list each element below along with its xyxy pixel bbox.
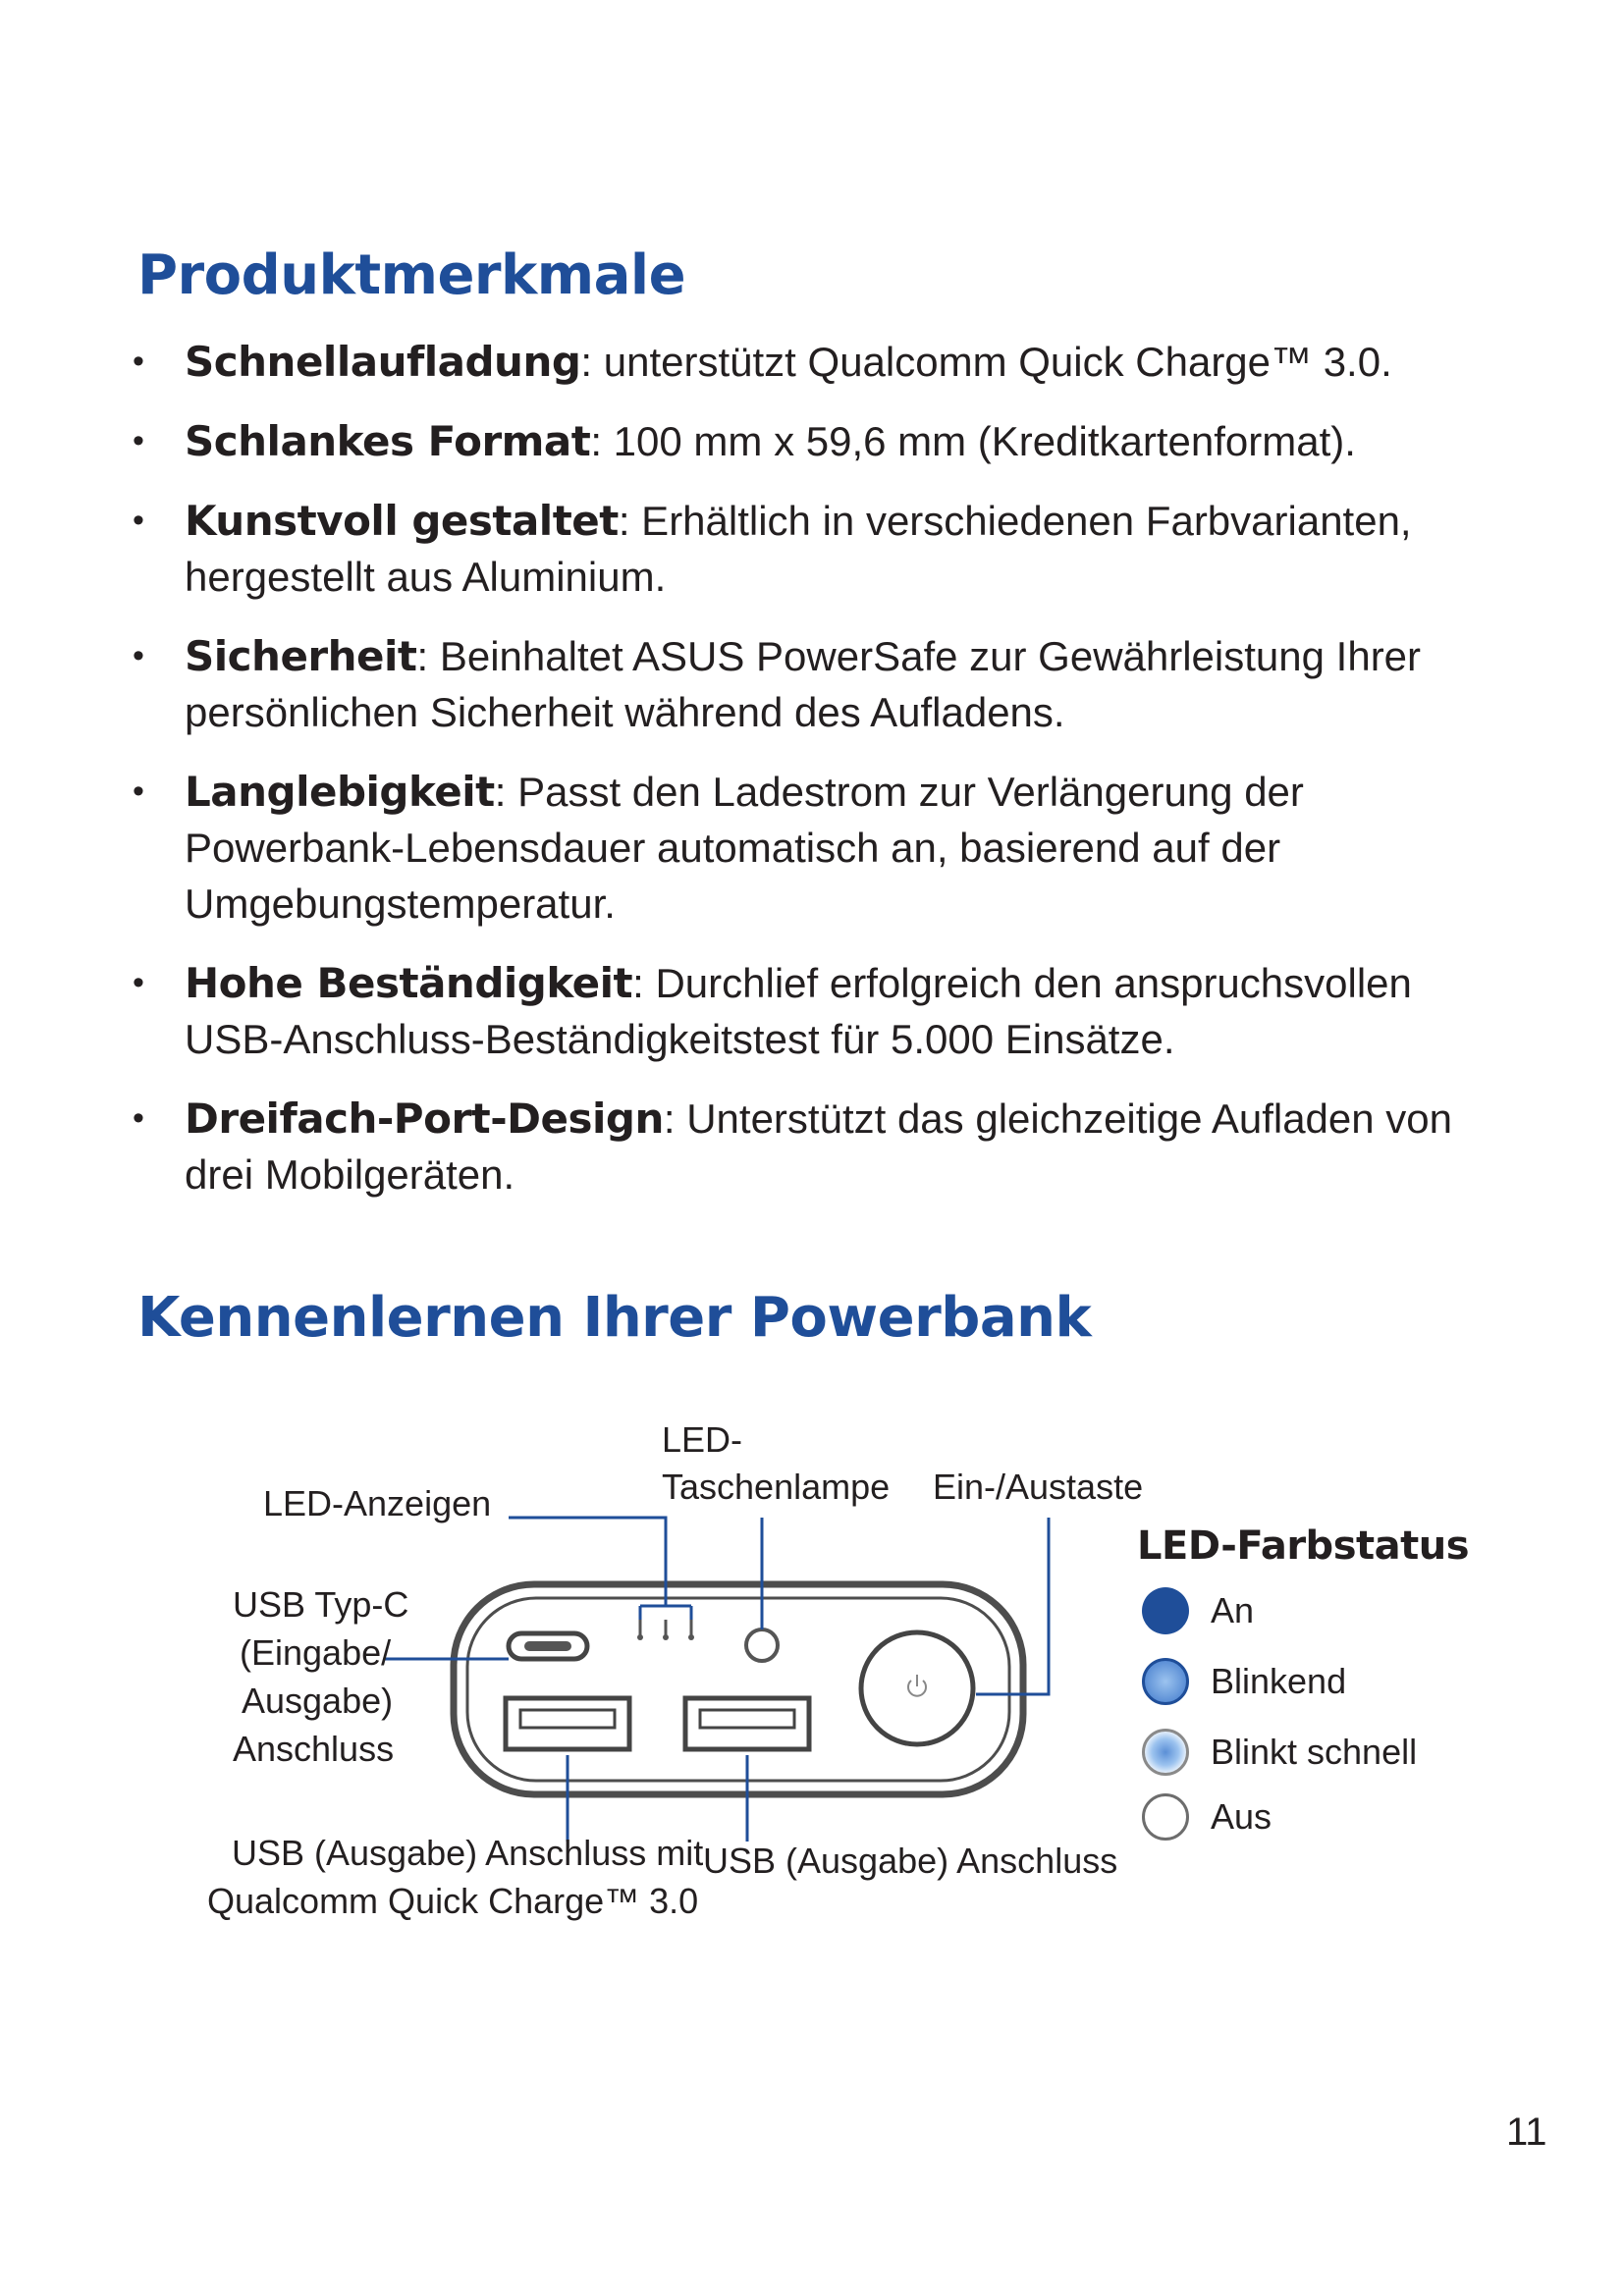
label-usb-c: Ausgabe) [242, 1681, 394, 1721]
feature-term: Schlankes Format [185, 417, 591, 465]
powerbank-body-inner [467, 1598, 1009, 1781]
usb-out-port-icon [685, 1698, 809, 1749]
feature-list [133, 334, 1507, 1226]
label-led-flashlight: Taschenlampe [662, 1467, 891, 1507]
led-indicator-icon [688, 1634, 694, 1640]
legend-label: Blinkt schnell [1211, 1732, 1418, 1772]
legend-label: Aus [1211, 1796, 1272, 1837]
power-button-icon [861, 1632, 973, 1744]
legend-label: An [1211, 1590, 1255, 1630]
label-usb-c: Anschluss [233, 1729, 395, 1769]
feature-text: : unterstützt Qualcomm Quick Charge™ 3.0. [580, 339, 1392, 385]
feature-term: Hohe Beständigkeit [185, 959, 633, 1007]
legend-label: Blinkend [1211, 1661, 1347, 1701]
feature-text: : 100 mm x 59,6 mm (Kreditkartenformat). [590, 418, 1356, 464]
label-usb-out: USB (Ausgabe) Anschluss [703, 1841, 1118, 1881]
feature-term: Kunstvoll gestaltet [185, 497, 619, 545]
led-flashlight-icon [746, 1629, 778, 1661]
legend-title: LED-Farbstatus [1137, 1523, 1470, 1569]
feature-text: : Erhältlich in verschiedenen Farbvarianten, hergestellt aus Aluminium. [185, 498, 1412, 600]
usb-c-port-icon [509, 1633, 587, 1659]
feature-term: Dreifach-Port-Design [185, 1095, 664, 1143]
powerbank-body-outline [454, 1584, 1023, 1794]
feature-text: : Unterstützt das gleichzeitige Aufladen von drei Mobilgeräten. [185, 1095, 1453, 1198]
section-heading-powerbank: Kennenlernen Ihrer Powerbank [137, 1286, 1092, 1350]
feature-item [133, 955, 1507, 1067]
label-usb-qc: Qualcomm Quick Charge™ 3.0 [207, 1881, 699, 1921]
label-led-flashlight: LED- [662, 1419, 743, 1460]
feature-item [133, 628, 1507, 740]
feature-item [133, 1091, 1507, 1202]
page-number: 11 [1506, 2110, 1547, 2154]
led-indicator-icon [663, 1634, 669, 1640]
feature-text: : Passt den Ladestrom zur Verlängerung der Powerbank-Lebensdauer automatisch an, basierend auf der Umgebungstemperatur. [185, 769, 1304, 927]
feature-text: : Beinhaltet ASUS PowerSafe zur Gewährleistung Ihrer persönlichen Sicherheit während des Aufladens. [185, 633, 1422, 735]
section-heading-features: Produktmerkmale [137, 243, 686, 307]
feature-term: Schnellaufladung [185, 338, 581, 386]
label-led-indicators: LED-Anzeigen [263, 1483, 492, 1523]
legend-item [1142, 1790, 1272, 1843]
legend-item [1142, 1655, 1346, 1708]
led-blinking-icon [1142, 1658, 1189, 1705]
led-off-icon [1142, 1793, 1189, 1841]
feature-term: Sicherheit [185, 632, 417, 680]
label-power-button: Ein-/Austaste [933, 1467, 1144, 1507]
legend-item [1142, 1584, 1254, 1637]
feature-item [133, 764, 1507, 932]
led-on-icon [1142, 1587, 1189, 1634]
label-usb-c: USB Typ-C [233, 1584, 409, 1625]
feature-item [133, 493, 1507, 605]
feature-item [133, 334, 1507, 390]
feature-text: : Durchlief erfolgreich den anspruchsvollen USB-Anschluss-Beständigkeitstest für 5.000 Einsätze. [185, 960, 1412, 1062]
legend-item [1142, 1726, 1417, 1779]
usb-qc-port-icon [506, 1698, 629, 1749]
led-fast-blinking-icon [1142, 1729, 1189, 1776]
label-usb-c: (Eingabe/ [240, 1632, 392, 1673]
feature-term: Langlebigkeit [185, 768, 495, 816]
led-indicator-icon [637, 1634, 643, 1640]
label-usb-qc: USB (Ausgabe) Anschluss mit [232, 1833, 704, 1873]
feature-item [133, 413, 1507, 469]
